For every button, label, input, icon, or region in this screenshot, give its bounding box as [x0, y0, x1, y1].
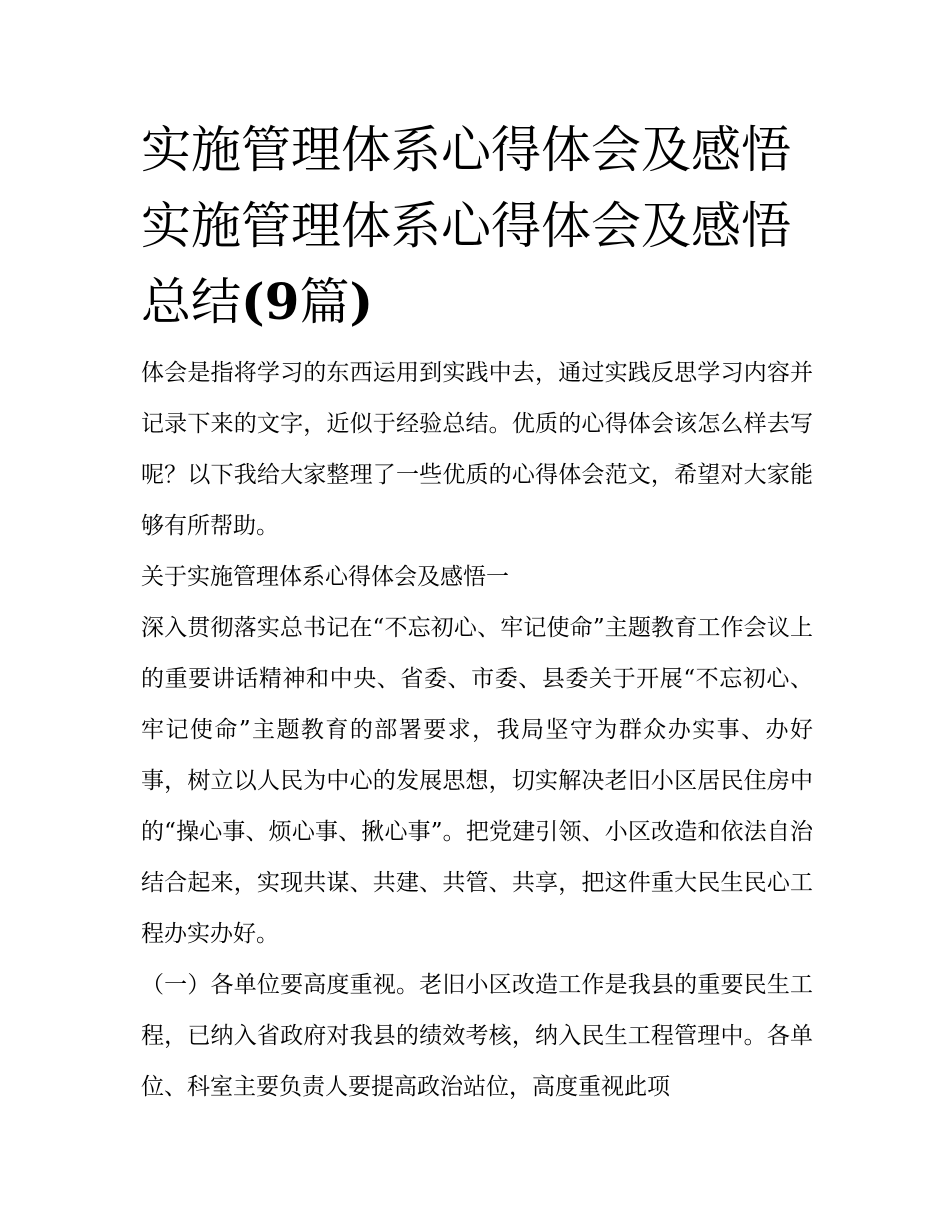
document-title [141, 112, 813, 340]
title-line-3-unit: 篇 [299, 273, 350, 331]
document-body [141, 348, 813, 1113]
intro-paragraph: 体会是指将学习的东西运用到实践中去，通过实践反思学习内容并记录下来的文字，近似于经验总结。优质的心得体会该怎么样去写呢？以下我给大家整理了一些优质的心得体会范文，希望对大家能够有所帮助。 [141, 360, 813, 539]
title-line-3-close: ) [349, 272, 374, 331]
section-heading: 关于实施管理体系心得体会及感悟一 [141, 564, 509, 590]
body-paragraph-1: 深入贯彻落实总书记在“不忘初心、牢记使命”主题教育工作会议上的重要讲话精神和中央、省委、市委、县委关于开展“不忘初心、牢记使命”主题教育的部署要求，我局坚守为群众办实事、办好事，树立以人民为中心的发展思想，切实解决老旧小区居民住房中的“操心事、烦心事、揪心事”。把党建引领、小区改造和依法自治结合起来，实现共谋、共建、共管、共享，把这件重大民生民心工程办实办好。 [141, 615, 813, 947]
title-line-3-prefix: 总结 [141, 273, 241, 331]
title-line-3 [141, 264, 813, 340]
title-line-2: 实施管理体系心得体会及感悟 [141, 197, 791, 255]
document-page [141, 112, 813, 1113]
body-paragraph-2: （一）各单位要高度重视。老旧小区改造工作是我县的重要民生工程，已纳入省政府对我县的绩效考核，纳入民生工程管理中。各单位、科室主要负责人要提高政治站位，高度重视此项 [141, 972, 813, 1100]
title-line-3-count: (9 [241, 272, 300, 331]
title-line-1: 实施管理体系心得体会及感悟 [141, 121, 791, 179]
